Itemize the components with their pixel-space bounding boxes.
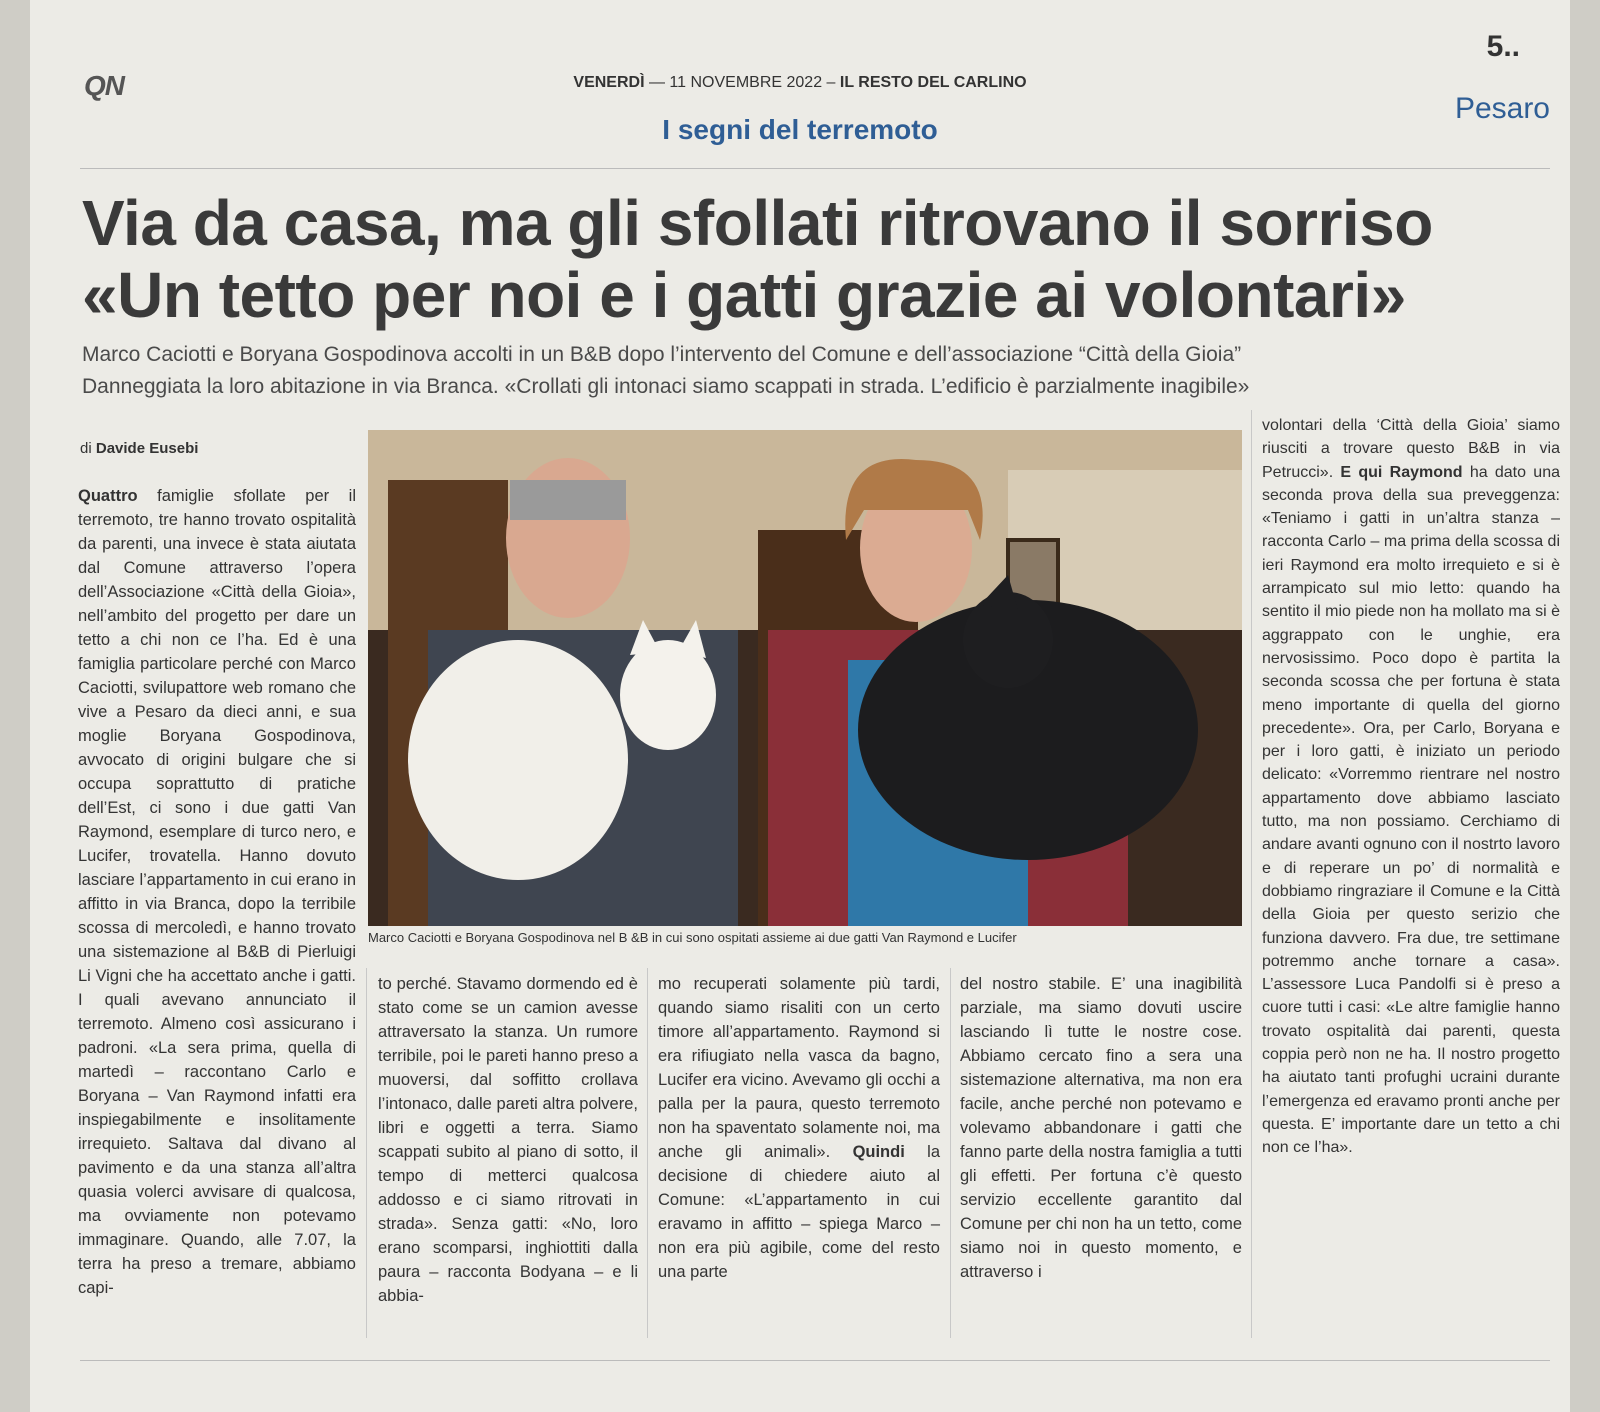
article-column-1 (78, 484, 356, 1300)
article-photo (368, 430, 1242, 926)
column-1-lead: Quattro (78, 487, 138, 505)
article-column-5 (1262, 414, 1560, 1160)
column-4-text: del nostro stabile. E’ una inagibilità parziale, ma siamo dovuti uscire lasciando lì tutte le nostre cose. Abbiamo cercato fino a sera una sistemazione alternativa, ma non era facile, anche perché non potevamo e volevamo abbandonare i gatti che fanno parte della nostra famiglia a tutti gli effetti. Per fortuna c’è questo servizio eccellente garantito dal Comune per chi non ha un tetto, come siamo noi in questo momento, e attraverso i (960, 975, 1242, 1281)
dateline-paper: IL RESTO DEL CARLINO (839, 74, 1027, 91)
article-column-3 (658, 972, 940, 1284)
column-1-text: famiglie sfollate per il terremoto, tre hanno trovato ospitalità da parenti, una invece è stata aiutata dal Comune attraverso l’opera dell’Associazione «Città della Gioia», nell’ambito del progetto per dare un tetto a chi non ce l’ha. Ed è una famiglia particolare perché con Marco Caciotti, svilupattore web romano che vive a Pesaro da dieci anni, e sua moglie Boryana Gospodinova, avvocato di origini bulgare che si occupa soprattutto di pratiche dell’Est, ci sono i due gatti Van Raymond, esemplare di turco nero, e Lucifer, trovatella. Hanno dovuto lasciare l’appartamento in cui erano in affitto in via Branca, dopo la terribile scossa di mercoledì, e hanno trovato una sistemazione al B&B di Pierluigi Li Vigni che ha accettato anche i gatti. I quali avevano annunciato il terremoto. Almeno così assicurano i padroni. «La sera prima, quella di martedì – raccontano Carlo e Boryana – Van Raymond infatti era inspiegabilmente e insolitamente irrequieto. Saltava dal divano al pavimento e da una stanza all’altra quasia volerci avvisare di qualcosa, ma ovviamente non potevamo immaginare. Quando, alle 7.07, la terra ha preso a tremare, abbiamo capi- (78, 487, 356, 1297)
dateline-date: — 11 NOVEMBRE 2022 – (648, 74, 836, 91)
photo-caption: Marco Caciotti e Boryana Gospodinova nel B &B in cui sono ospitati assieme ai due gatti Van Raymond e Lucifer (368, 930, 1017, 945)
subhead-line-1: Marco Caciotti e Boryana Gospodinova accolti in un B&B dopo l’intervento del Comune e dell’associazione “Città della Gioia” (82, 343, 1242, 366)
article-column-2 (378, 972, 638, 1308)
dateline (30, 74, 1570, 92)
article-column-4 (960, 972, 1242, 1284)
subhead-line-2: Danneggiata la loro abitazione in via Branca. «Crollati gli intonaci siamo scappati in strada. L’edificio è parzialmente inagibile» (82, 375, 1250, 398)
byline-prefix: di (80, 440, 92, 457)
newspaper-page (30, 0, 1570, 1412)
column-5-lead: E qui Raymond (1340, 463, 1463, 481)
dateline-day: VENERDÌ (573, 74, 645, 91)
byline-author: Davide Eusebi (95, 440, 199, 457)
byline (80, 440, 198, 457)
article-kicker: I segni del terremoto (662, 114, 938, 145)
column-3-text-2: la decisione di chiedere aiuto al Comune: «L’appartamento in cui eravamo in affitto – spiega Marco – non era più agibile, come del resto una parte (658, 1143, 941, 1281)
newspaper-logo: QN (84, 70, 124, 101)
couple-with-two-cats-photo (368, 430, 1242, 926)
column-5-text-2: ha dato una seconda prova della sua preveggenza: «Teniamo i gatti in un’altra stanza – racconta Carlo – ma prima della scossa di ieri Raymond era molto irrequieto e si è arrampicato sul mio letto: quando ha sentito il mio piede non ha mollato ma si è aggrappato con le unghie, era nervosissimo. Poco dopo è partita la seconda scossa che per fortuna è stata meno importante di quella del giorno precedente». Ora, per Carlo, Boryana e per i loro gatti, è iniziato un periodo delicato: «Vorremmo rientrare nel nostro appartamento dove abbiamo lasciato tutto, ma non possiamo. Cerchiamo di andare avanti ognuno con il nostrto lavoro e di reperare un po’ di normalità e dobbiamo ringraziare il Comune e la Città della Gioia per questo serizio che funziona davvero. Fra due, tre settimane potremmo anche tornare a casa». L’assessore Luca Pandolfi si è preso a cuore tutti i casi: «Le altre famiglie hanno trovato ospitalità dai parenti, questa coppia però non ne ha. Il nostro progetto ha aiutato tanti profughi ucraini durante l’emergenza ed eravamo pronti anche per questa. E’ importante dare un tetto a chi non ce l’ha». (1262, 463, 1560, 1157)
headline-line-1: Via da casa, ma gli sfollati ritrovano il sorriso (82, 187, 1433, 259)
page-number: 5.. (1486, 30, 1520, 63)
header-divider (80, 168, 1550, 169)
section-city: Pesaro (1454, 92, 1550, 125)
column-3-text-1: mo recuperati solamente più tardi, quando siamo risaliti con un certo timore all’appartamento. Raymond si era rifiugiato nella vasca da bagno, Lucifer era vicino. Avevamo gli occhi a palla per la paura, questo terremoto non ha spaventato solamente noi, ma anche gli animali». (658, 975, 940, 1161)
column-3-lead: Quindi (852, 1143, 905, 1161)
column-5-text-1: volontari della ‘Città della Gioia’ siamo riusciti a trovare questo B&B in via Petrucci». (1262, 417, 1560, 481)
column-divider (366, 968, 367, 1338)
column-divider (1251, 410, 1252, 1338)
column-divider (647, 968, 648, 1338)
footer-divider (80, 1360, 1550, 1361)
column-divider (950, 968, 951, 1338)
headline-line-2: «Un tetto per noi e i gatti grazie ai volontari» (82, 259, 1406, 331)
column-2-text: to perché. Stavamo dormendo ed è stato come se un camion avesse attraversato la stanza. Un rumore terribile, poi le pareti hanno preso a muoversi, dal soffitto crollava l’intonaco, dalle pareti altra polvere, libri e oggetti a terra. Siamo scappati subito al piano di sotto, il tempo di metterci qualcosa addosso e ci siamo ritrovati in strada». Senza gatti: «No, loro erano scomparsi, inghiottiti dalla paura – racconta Bodyana – e li abbia- (378, 975, 638, 1305)
